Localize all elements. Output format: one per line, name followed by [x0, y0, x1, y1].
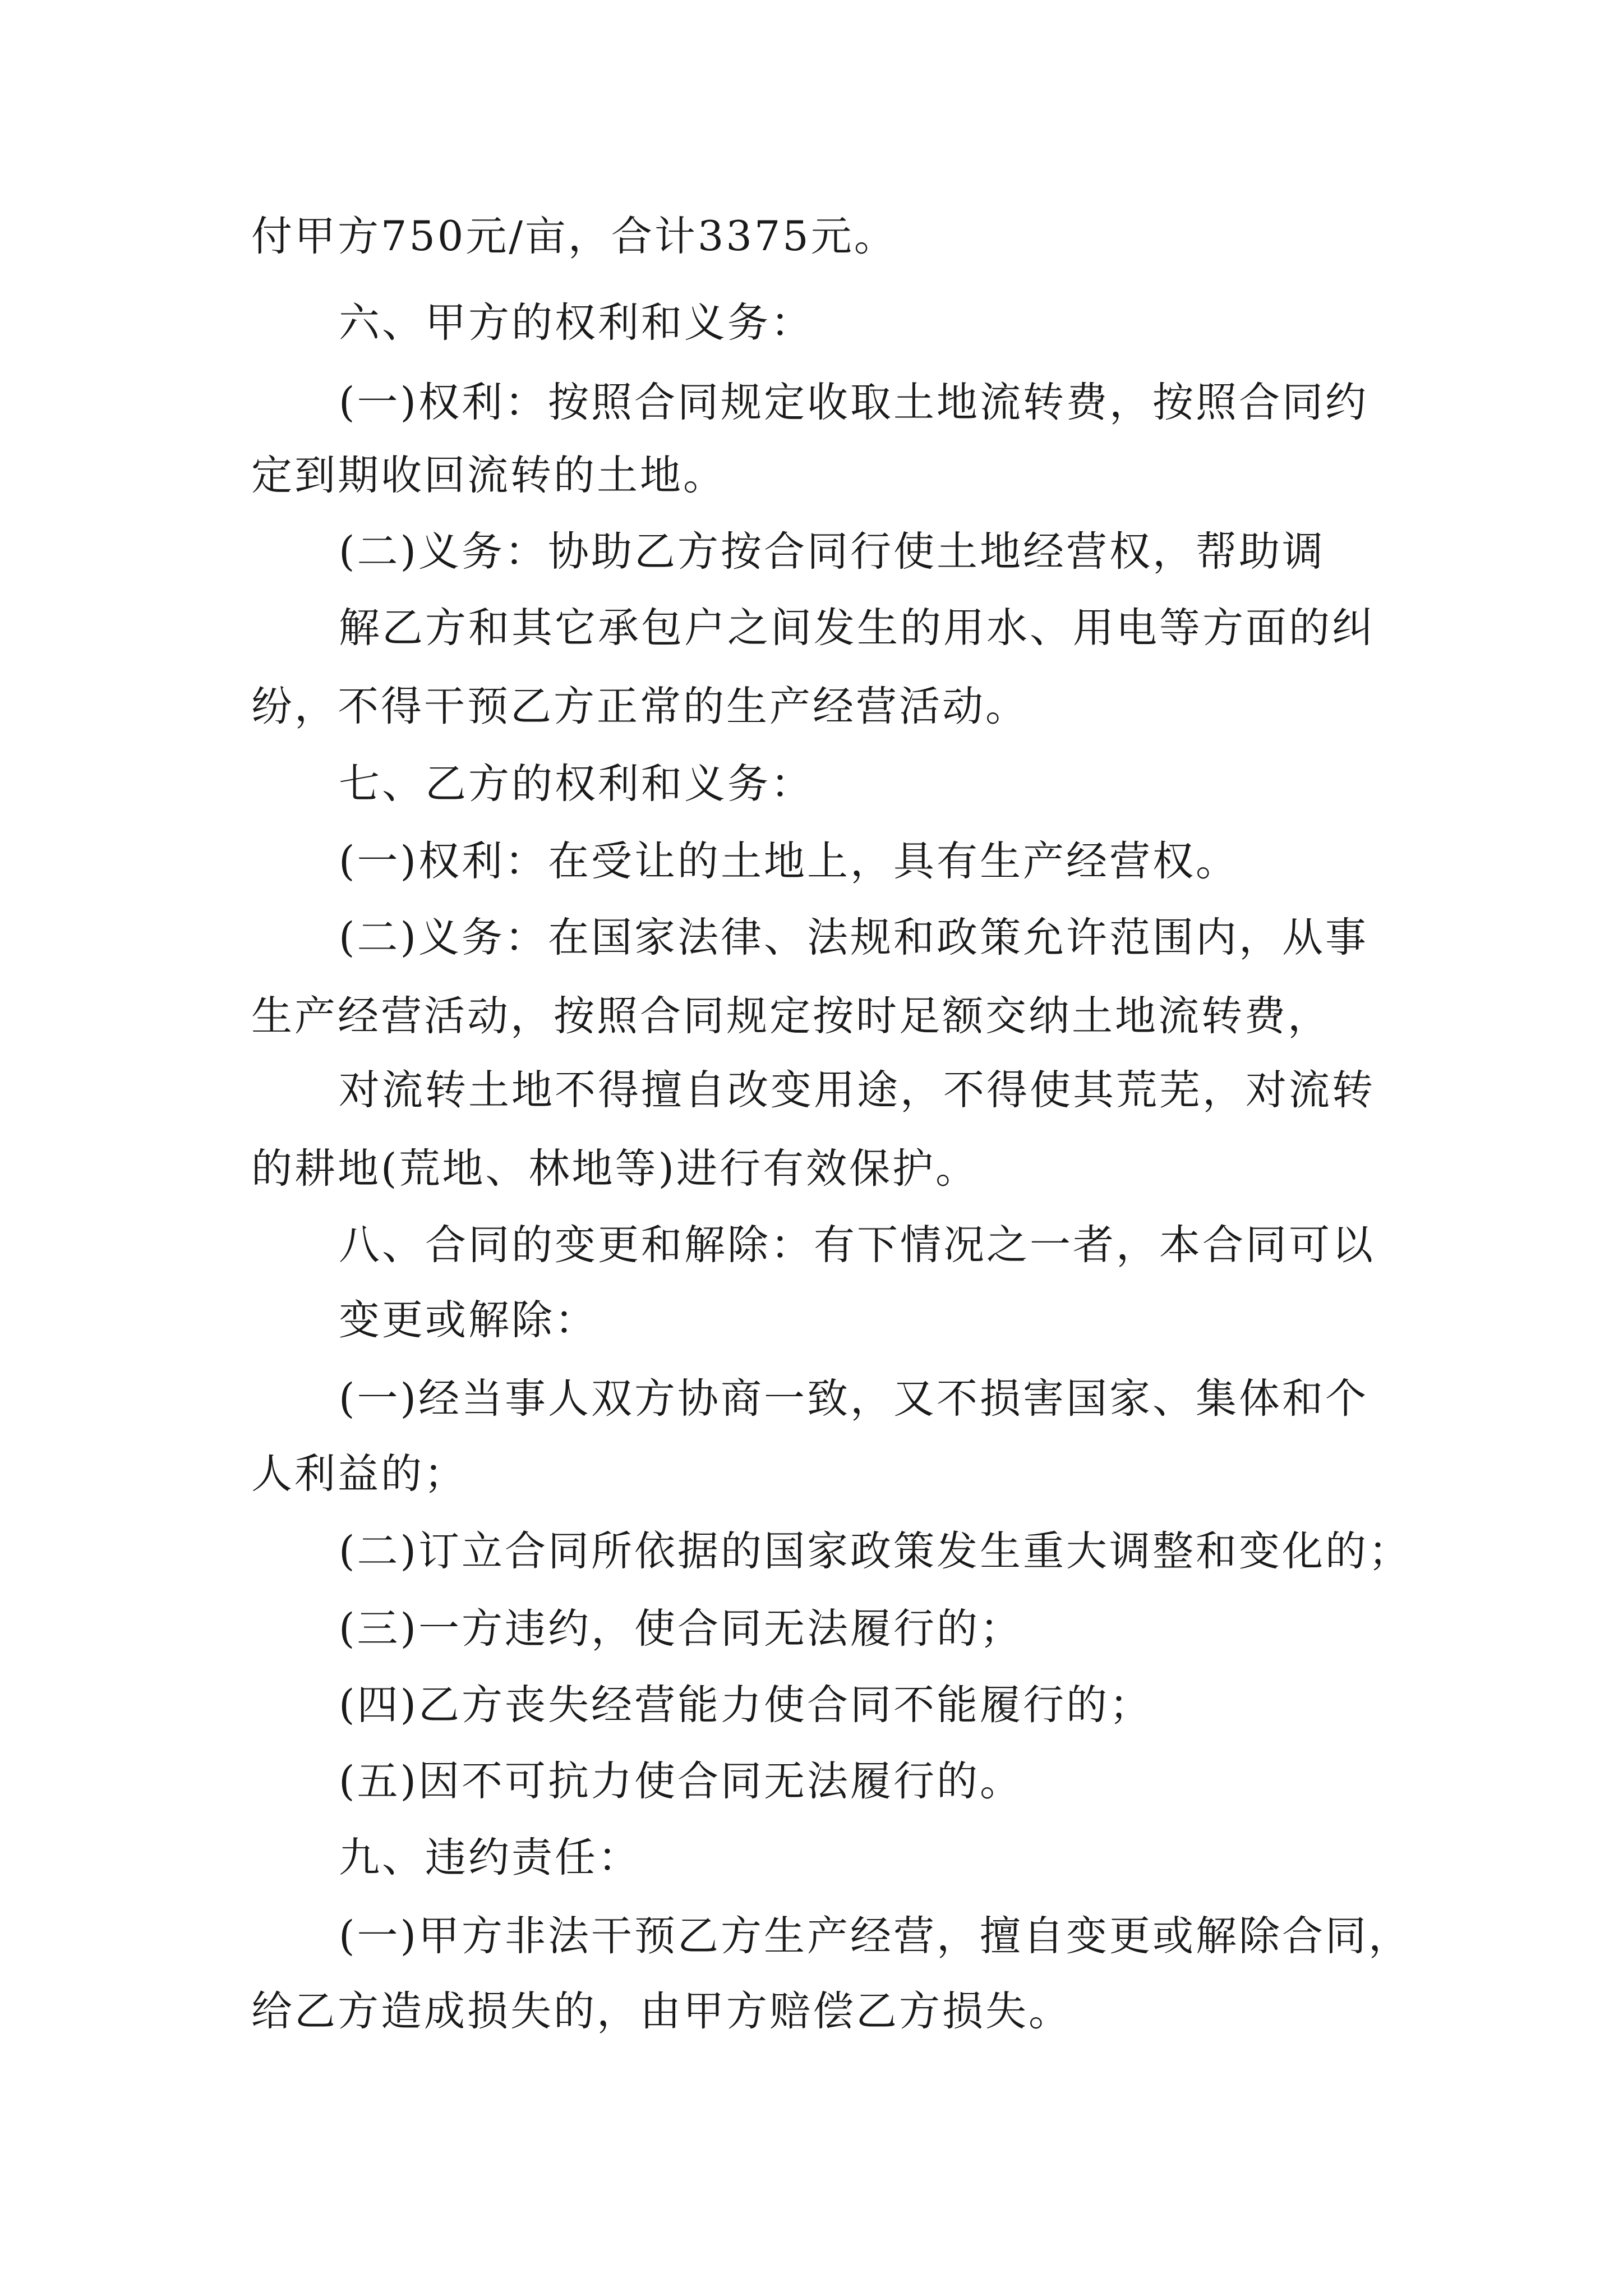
- text-line: 纷，不得干预乙方正常的生产经营活动。: [251, 683, 1029, 730]
- text-line: 定到期收回流转的土地。: [251, 452, 726, 499]
- text-line: 人利益的；: [251, 1450, 467, 1498]
- text-line: (四)乙方丧失经营能力使合同不能履行的；: [339, 1681, 1152, 1729]
- text-line: 给乙方造成损失的，由甲方赔偿乙方损失。: [251, 1987, 1072, 2035]
- text-line: (二)义务：在国家法律、法规和政策允许范围内，从事: [339, 914, 1368, 961]
- text-line: 付甲方750元/亩，合计3375元。: [251, 213, 897, 260]
- text-line: 生产经营活动，按照合同规定按时足额交纳土地流转费，: [251, 992, 1331, 1040]
- text-line: 的耕地(荒地、林地等)进行有效保护。: [251, 1145, 979, 1193]
- text-line: (二)义务：协助乙方按合同行使土地经营权，帮助调: [339, 528, 1325, 576]
- text-line: 变更或解除：: [339, 1296, 598, 1344]
- section-heading: 七、乙方的权利和义务：: [339, 760, 814, 808]
- text-line: (一)权利：在受让的土地上，具有生产经营权。: [339, 838, 1239, 885]
- text-line: (五)因不可抗力使合同无法履行的。: [339, 1757, 1023, 1805]
- text-line: (三)一方违约，使合同无法履行的；: [339, 1605, 1023, 1653]
- section-heading: 九、违约责任：: [339, 1834, 641, 1881]
- section-heading: 八、合同的变更和解除：有下情况之一者，本合同可以: [339, 1221, 1375, 1269]
- text-line: 解乙方和其它承包户之间发生的用水、用电等方面的纠: [339, 604, 1375, 652]
- text-line: (一)甲方非法干预乙方生产经营，擅自变更或解除合同，: [339, 1912, 1412, 1960]
- section-heading: 六、甲方的权利和义务：: [339, 299, 814, 347]
- text-line: 对流转土地不得擅自改变用途，不得使其荒芜，对流转: [339, 1066, 1375, 1114]
- text-line: (一)权利：按照合同规定收取土地流转费，按照合同约: [339, 379, 1368, 426]
- text-line: (一)经当事人双方协商一致，又不损害国家、集体和个: [339, 1375, 1368, 1423]
- text-line: (二)订立合同所依据的国家政策发生重大调整和变化的；: [339, 1527, 1412, 1575]
